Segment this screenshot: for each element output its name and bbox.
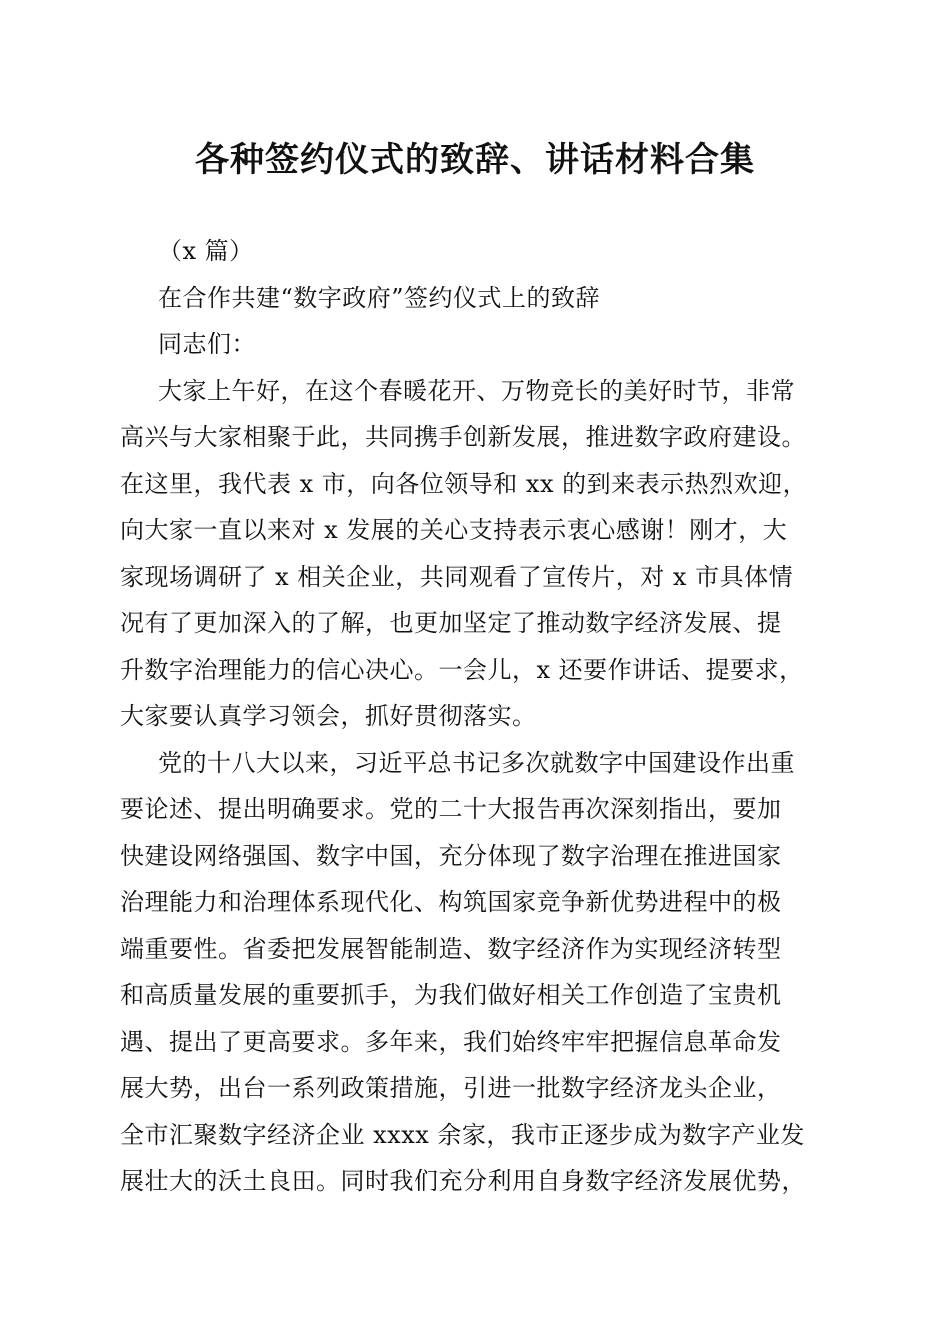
paragraph-1-line-5: 家现场调研了 x 相关企业，共同观看了宣传片，对 x 市具体情: [120, 562, 794, 591]
speech-heading: 在合作共建“数字政府”签约仪式上的致辞: [158, 283, 601, 312]
paragraph-1-line-4: 向大家一直以来对 x 发展的关心支持表示衷心感谢！刚才，大: [120, 516, 788, 544]
document-body: [120, 228, 840, 1205]
paragraph-1-line-8: 大家要认真学习领会，抓好贯彻落实。: [120, 702, 537, 730]
paragraph-2-line-8: 展大势，出台一系列政策措施，引进一批数字经济龙头企业，: [120, 1074, 782, 1102]
paragraph-1-line-7: 升数字治理能力的信心决心。一会儿，x 还要作讲话、提要求，: [120, 655, 804, 684]
salutation: 同志们：: [158, 330, 256, 358]
section-count-line: （x 篇）: [158, 237, 254, 265]
paragraph-1-line-6: 况有了更加深入的了解，也更加坚定了推动数字经济发展、提: [120, 609, 782, 637]
paragraph-2-line-3: 快建设网络强国、数字中国，充分体现了数字治理在推进国家: [120, 841, 782, 870]
paragraph-2-line-4: 治理能力和治理体系现代化、构筑国家竞争新优势进程中的极: [120, 888, 782, 916]
paragraph-2-line-10: 展壮大的沃土良田。同时我们充分利用自身数字经济发展优势，: [120, 1167, 806, 1195]
document-title: 各种签约仪式的致辞、讲话材料合集: [195, 140, 755, 180]
paragraph-2-line-2: 要论述、提出明确要求。党的二十大报告再次深刻指出，要加: [120, 795, 782, 823]
paragraph-2-line-5: 端重要性。省委把发展智能制造、数字经济作为实现经济转型: [120, 934, 782, 963]
paragraph-2-line-7: 遇、提出了更高要求。多年来，我们始终牢牢把握信息革命发: [120, 1027, 782, 1056]
paragraph-2-line-6: 和高质量发展的重要抓手，为我们做好相关工作创造了宝贵机: [120, 981, 782, 1009]
paragraph-2-line-9: 全市汇聚数字经济企业 xxxx 余家，我市正逐步成为数字产业发: [120, 1120, 805, 1149]
paragraph-1-line-2: 高兴与大家相聚于此，共同携手创新发展，推进数字政府建设。: [120, 423, 806, 451]
paragraph-2-line-1: 党的十八大以来，习近平总书记多次就数字中国建设作出重: [158, 748, 795, 777]
paragraph-1-line-1: 大家上午好，在这个春暖花开、万物竞长的美好时节，非常: [158, 376, 795, 405]
paragraph-1-line-3: 在这里，我代表 x 市，向各位领导和 xx 的到来表示热烈欢迎，: [120, 469, 808, 498]
